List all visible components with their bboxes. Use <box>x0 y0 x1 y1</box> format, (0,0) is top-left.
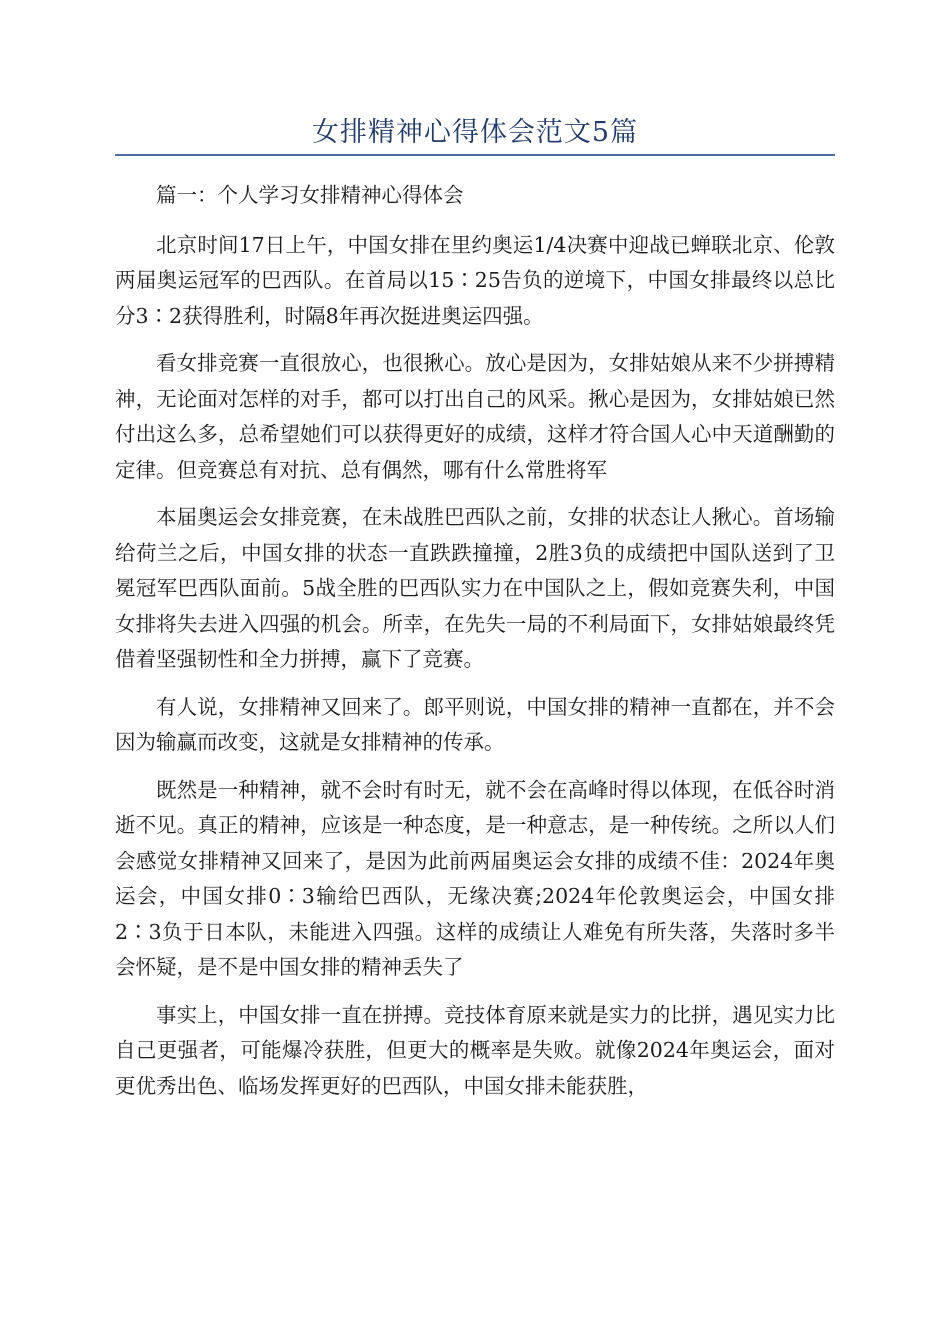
paragraph: 看女排竞赛一直很放心，也很揪心。放心是因为，女排姑娘从来不少拼搏精神，无论面对怎样的对手，都可以打出自己的风采。揪心是因为，女排姑娘已然付出这么多，总希望她们可以获得更好的成绩，这样才符合国人心中天道酬勤的定律。但竞赛总有对抗、总有偶然，哪有什么常胜将军 <box>115 351 835 482</box>
document-title: 女排精神心得体会范文5篇 <box>311 117 639 148</box>
paragraph: 既然是一种精神，就不会时有时无，就不会在高峰时得以体现，在低谷时消逝不见。真正的精神，应该是一种态度，是一种意志，是一种传统。之所以人们会感觉女排精神又回来了，是因为此前两届奥运会女排的成绩不佳：2024年奥运会，中国女排0∶3输给巴西队，无缘决赛;2024年伦敦奥运会，中国女排2∶3负于日本队，未能进入四强。这样的成绩让人难免有所失落，失落时多半会怀疑，是不是中国女排的精神丢失了 <box>115 777 835 979</box>
paragraph: 本届奥运会女排竞赛，在未战胜巴西队之前，女排的状态让人揪心。首场输给荷兰之后，中国女排的状态一直跌跌撞撞，2胜3负的成绩把中国队送到了卫冕冠军巴西队面前。5战全胜的巴西队实力在中国队之上，假如竞赛失利，中国女排将失去进入四强的机会。所幸，在先失一局的不利局面下，女排姑娘最终凭借着坚强韧性和全力拼搏，赢下了竞赛。 <box>115 505 835 671</box>
section-heading: 篇一：个人学习女排精神心得体会 <box>156 183 464 207</box>
paragraph: 北京时间17日上午，中国女排在里约奥运1/4决赛中迎战已蝉联北京、伦敦两届奥运冠军的巴西队。在首局以15∶25告负的逆境下，中国女排最终以总比分3∶2获得胜利，时隔8年再次挺进奥运四强。 <box>115 232 835 328</box>
document-body <box>115 178 835 1116</box>
paragraph: 事实上，中国女排一直在拼搏。竞技体育原来就是实力的比拼，遇见实力比自己更强者，可能爆冷获胜，但更大的概率是失败。就像2024年奥运会，面对更优秀出色、临场发挥更好的巴西队，中国女排未能获胜， <box>115 1002 835 1098</box>
title-underline <box>115 154 835 156</box>
paragraph: 有人说，女排精神又回来了。郎平则说，中国女排的精神一直都在，并不会因为输赢而改变，这就是女排精神的传承。 <box>115 694 835 754</box>
